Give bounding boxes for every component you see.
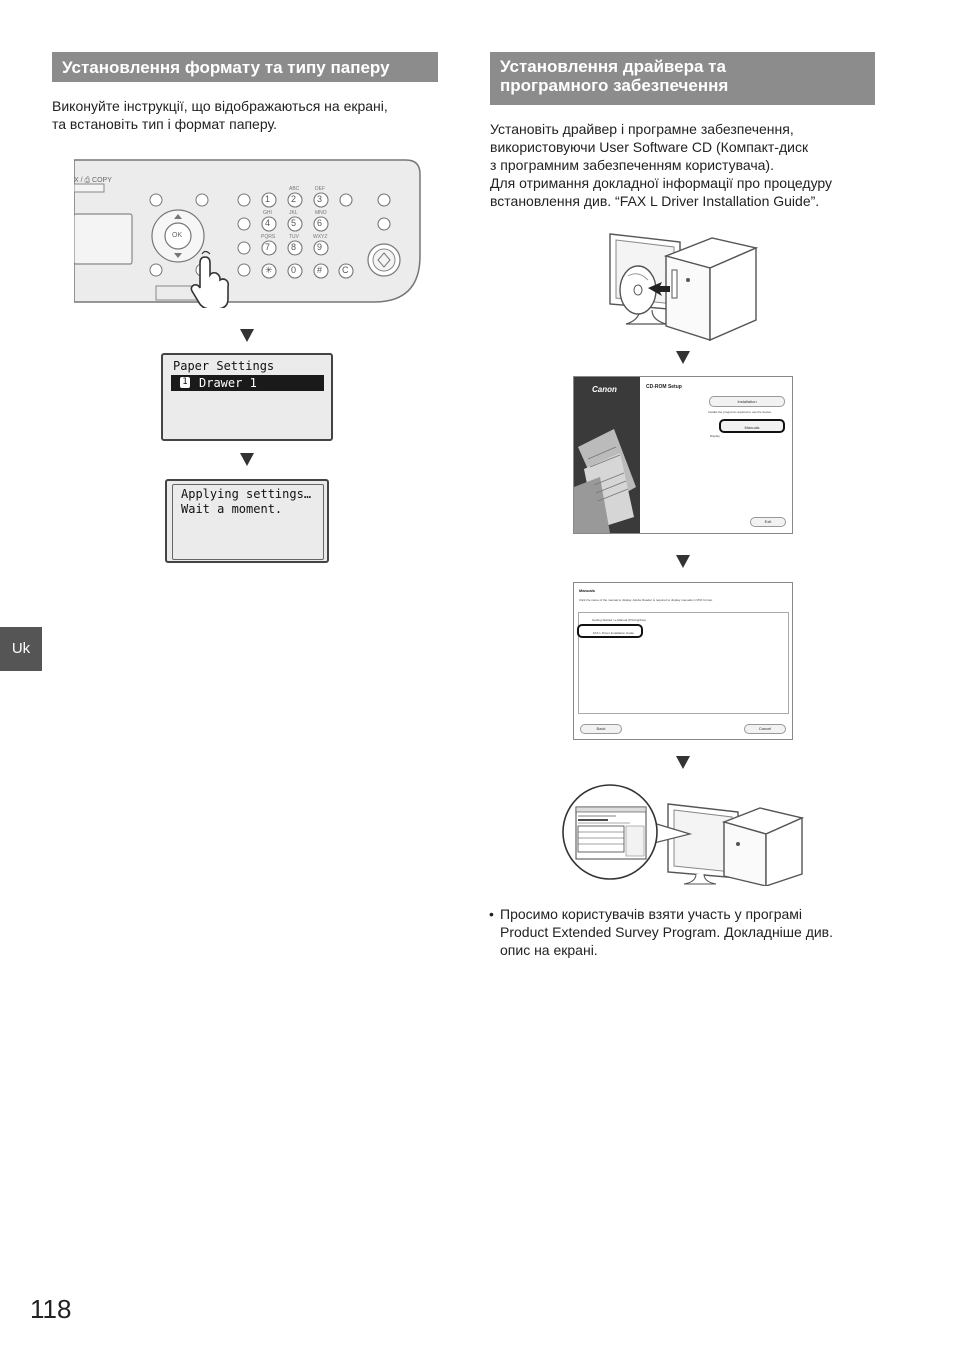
lcd1-badge: 1 [180,377,190,388]
survey-note-line3: опис на екрані. [500,942,598,958]
right-heading-line2: програмного забезпечення [500,76,729,95]
arrow-down-icon [676,756,690,769]
key-5: 5 [291,218,297,228]
lcd2-line2: Wait a moment. [181,502,283,516]
arrow-down-icon [240,329,254,342]
survey-note-line2: Product Extended Survey Program. Докладніше див. [500,924,834,940]
key-0: 0 [291,265,297,275]
right-body-line5: встановлення див. “FAX L Driver Installation Guide”. [490,193,820,209]
key-letters-ghi: GHI [263,210,272,216]
arrow-down-icon [676,555,690,568]
lcd2-line1: Applying settings… [181,487,312,501]
key-hash: # [317,265,323,275]
key-9: 9 [317,242,323,252]
survey-note-line1: Просимо користувачів взяти участь у програмі [500,906,803,922]
lcd1-line1: Paper Settings [173,359,275,373]
left-intro-line2: та встановіть тип і формат паперу. [52,116,277,132]
lcd-applying-settings [165,479,329,563]
manuals-screen [573,582,793,740]
key-6: 6 [317,218,323,228]
key-letters-abc: ABC [289,186,300,192]
right-section-heading [490,52,875,105]
ok-label: OK [172,232,183,239]
key-letters-mno: MNO [315,210,327,216]
manuals-desc: Click the name of the manual to display. Adobe Reader is required to display manuals in PDF format. [579,598,713,602]
right-body-line3: з програмним забезпеченням користувача). [490,157,774,173]
manuals-title: Manuals [579,588,596,593]
lcd-paper-settings [161,353,333,441]
canon-logo: Canon [592,385,617,394]
survey-note [500,905,890,959]
key-8: 8 [291,242,297,252]
key-letters-def: DEF [315,186,325,192]
setup-side-graphic [574,377,640,533]
left-intro-text [52,97,442,133]
key-star: ✳ [265,265,273,275]
key-7: 7 [265,242,271,252]
right-heading-line1: Установлення драйвера та [500,57,726,76]
arrow-down-icon [676,351,690,364]
control-panel-illustration [74,158,424,308]
installs-text: Installs the programs required to use the device. [708,410,773,414]
manuals-button[interactable]: Manuals [719,419,785,433]
installation-button[interactable]: Installation [709,396,785,407]
page-number: 118 [30,1294,72,1324]
manual-item-fax-driver-guide[interactable]: FAX L Driver Installation Guide [577,624,643,638]
right-body-line1: Установіть драйвер і програмне забезпечення, [490,121,794,137]
key-clear: C [342,265,349,275]
mode-label: X / ⎙ COPY [74,177,112,184]
bullet-marker: • [489,906,494,922]
cd-insert-illustration [600,228,762,346]
arrow-down-icon [240,453,254,466]
key-1: 1 [265,194,271,204]
key-2: 2 [291,194,297,204]
cancel-button[interactable]: Cancel [744,724,786,734]
key-letters-pqrs: PQRS [261,234,276,240]
exit-button[interactable]: Exit [750,517,786,527]
key-letters-tuv: TUV [289,234,299,240]
language-tab: Uk [0,627,42,671]
cdrom-setup-screen [573,376,793,534]
right-body-text [490,120,890,210]
key-3: 3 [317,194,323,204]
right-body-line4: Для отримання докладної інформації про процедуру [490,175,833,191]
setup-title: CD-ROM Setup [646,384,682,390]
left-intro-line1: Виконуйте інструкції, що відображаються на екрані, [52,98,388,114]
key-4: 4 [265,218,271,228]
back-button[interactable]: Back [580,724,622,734]
left-section-heading: Установлення формату та типу паперу [52,52,438,82]
lcd1-line2: Drawer 1 [199,376,257,390]
lcd1-selected-row [171,375,324,391]
key-letters-wxyz: WXYZ [313,234,328,240]
right-body-line2: використовуючи User Software CD (Компакт-диск [490,139,809,155]
key-letters-jkl: JKL [289,210,298,216]
display-text: Display [710,434,720,438]
manual-item-getting-started[interactable]: Getting Started / e-Manual (Printing/Fax) [592,618,647,622]
manual-display-illustration [560,782,806,886]
